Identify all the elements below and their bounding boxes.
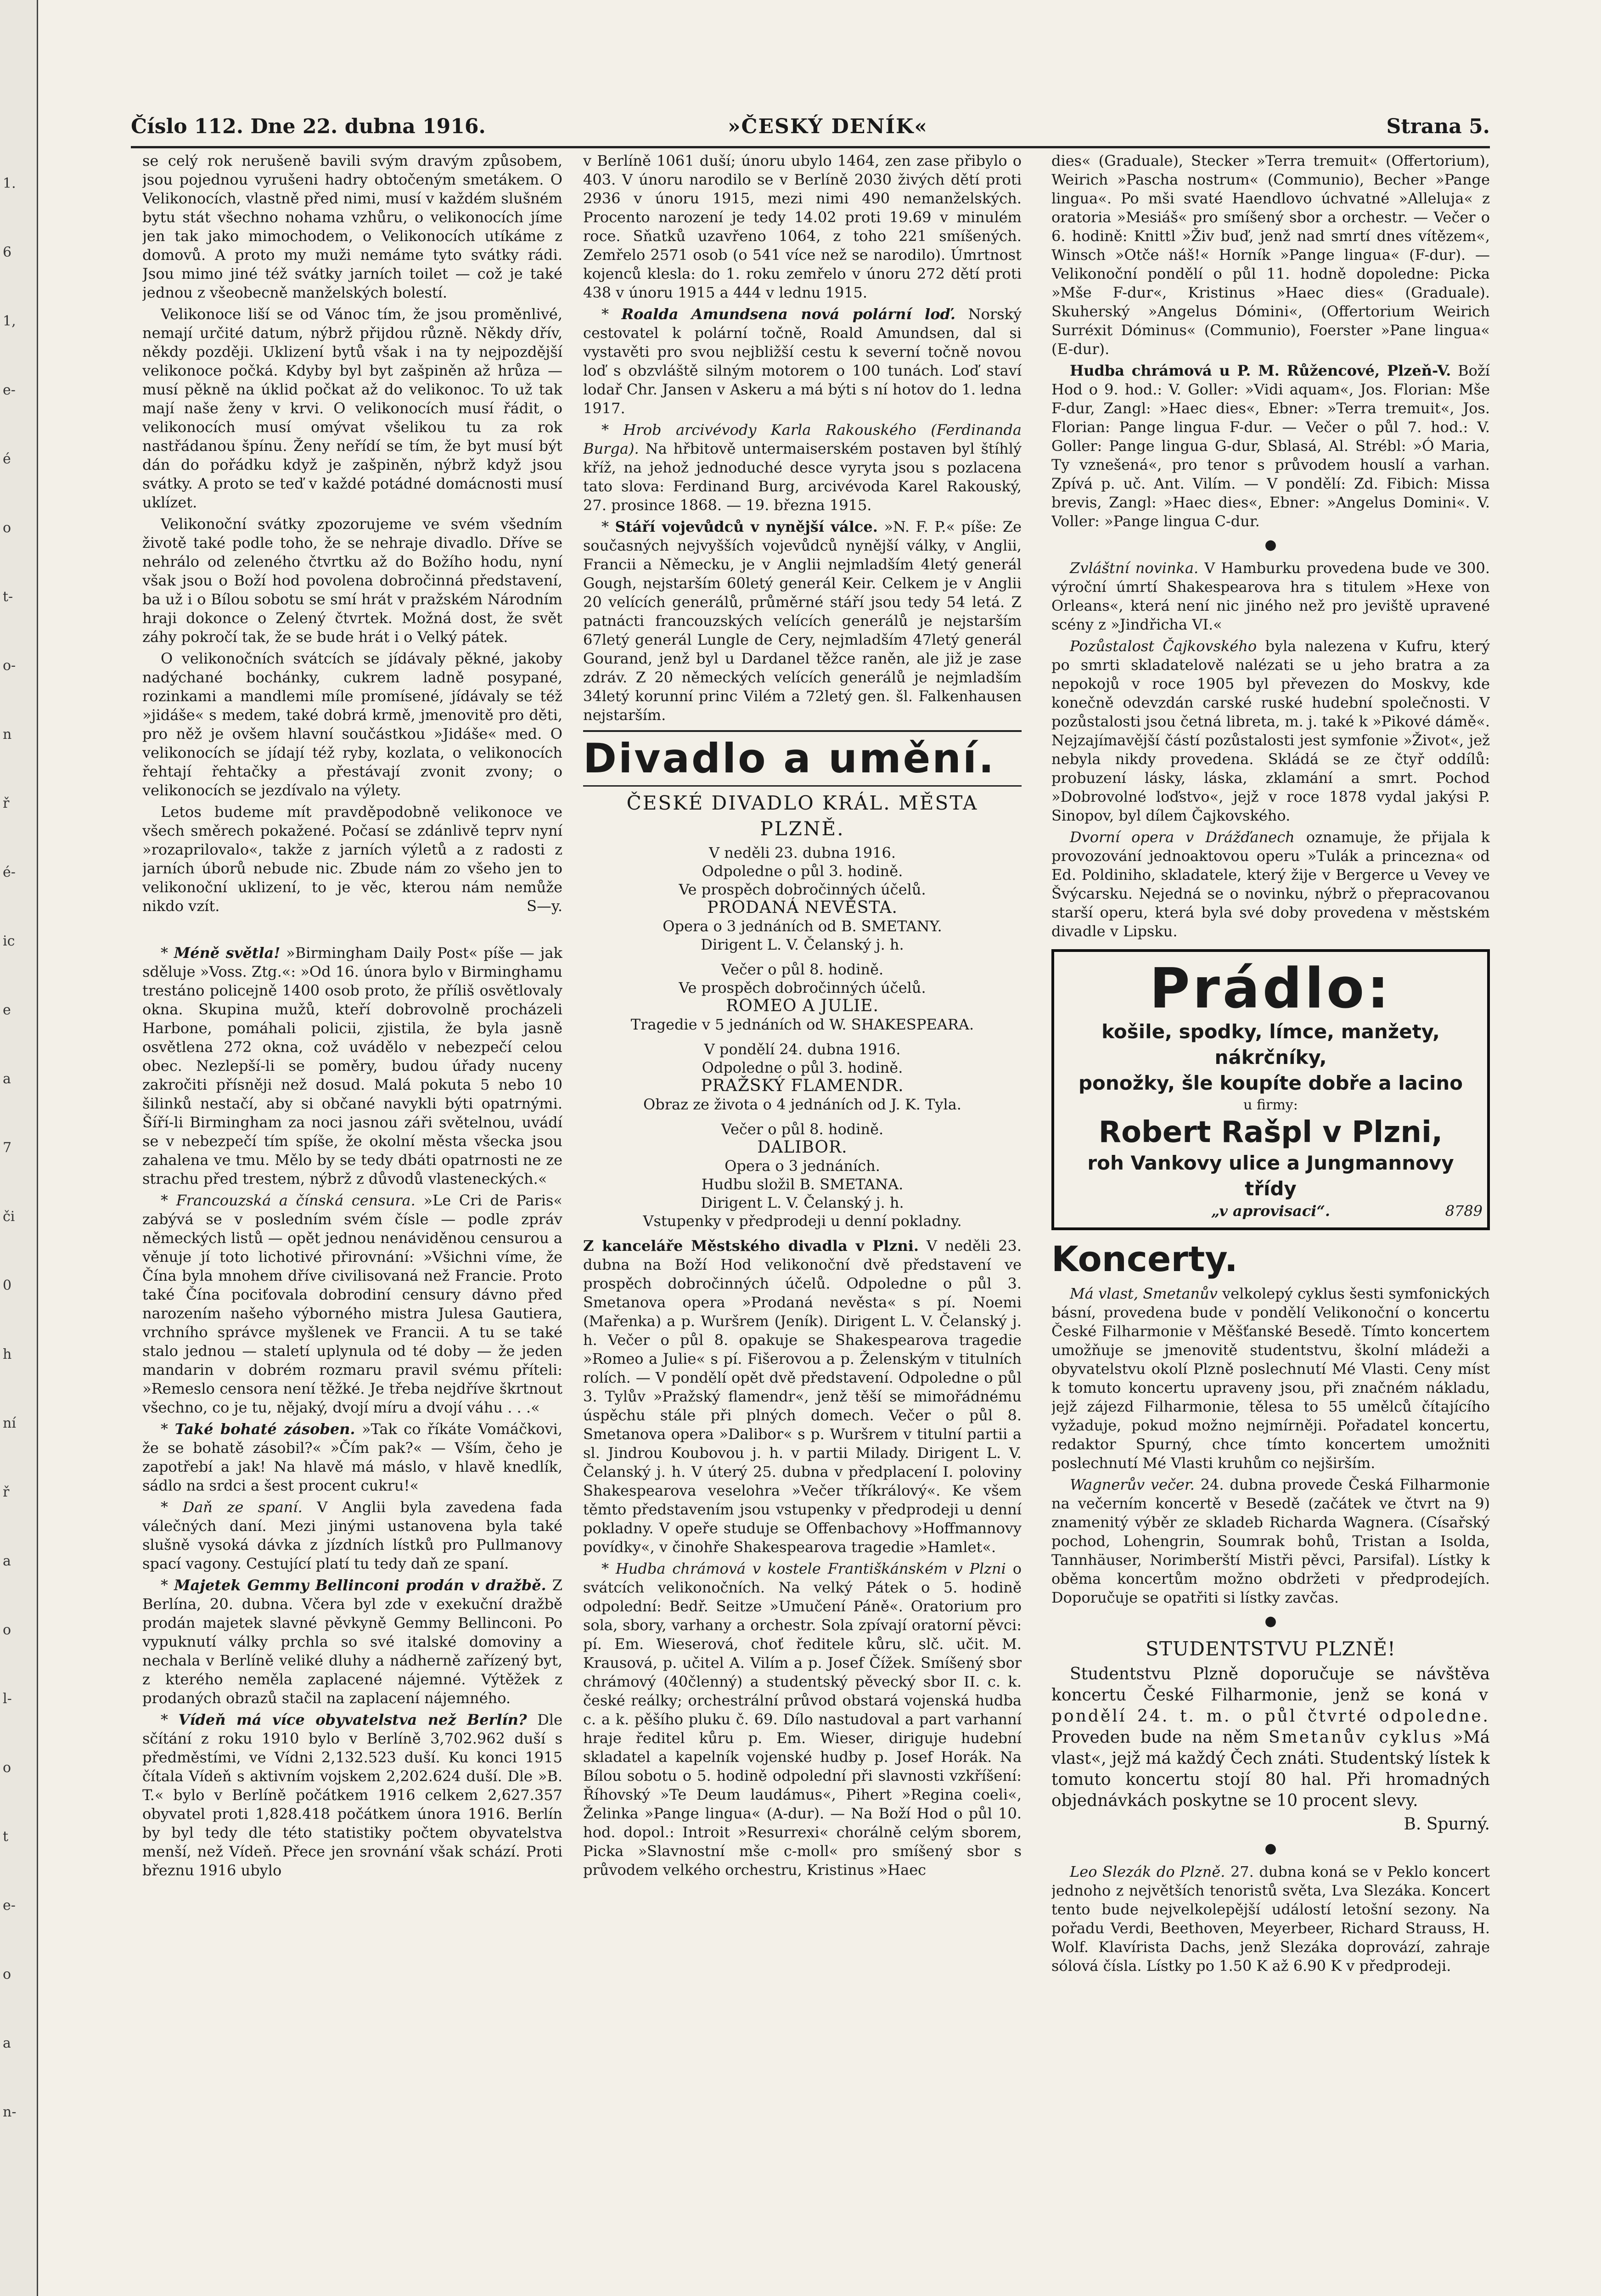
ad-firm-name: Robert Rašpl v Plzni, [1098, 1115, 1443, 1149]
news-item: * Stáří vojevůdců v nynější válce. »N. F. P.« píše: Ze současných nejvyšších vojevůdců nynější války, v Anglii, Francii a Německu, je v Anglii nejmladším 4letý generál Gough, nejstarším 60letý generál Keir. Celkem je v Anglii 20 velících generálů, průměrné stáří jsou tedy 54 letá. Z patnácti francouzských velících generálů je nejstarším 67letý generál Lungle de Cery, nejmladším 47letý generál Gourand, jenž byl u Dardanel těžce raněn, ale již je zase zdráv. Z 20 německých velících generálů je nejmladším 34letý korunní princ Vilém a 72letý gen. šl. Falkenhausen nejstarším. [583, 518, 1022, 724]
author-signature: S—y. [527, 897, 562, 915]
page-number: Strana 5. [1386, 115, 1490, 138]
news-text: Norský cestovatel k polární točně, Roald Amundsen, dal si vystavěti pro svou nejbližší cestu k severní točně novou loď s obzvláště silným motorem o 100 tunách. Loď staví lodař Chr. Jansen v Askeru a má býti s ní hotov do 1. ledna 1917. [583, 305, 1022, 417]
ad-footer [1059, 1202, 1483, 1220]
previous-page-fragment: o [3, 1966, 11, 1982]
programme-block [583, 844, 1022, 954]
programme-line: Odpoledne o půl 3. hodině. [702, 1059, 903, 1076]
programme-line: Opera o 3 jednáních od B. SMETANY. [663, 917, 942, 935]
news-title: Francouzská a čínská censura. [176, 1192, 416, 1209]
programme-block [583, 960, 1022, 1034]
news-title: Vídeň má více obyvatelstva než Berlín? [178, 1711, 527, 1728]
news-item: * Vídeň má více obyvatelstva než Berlín? Dle sčítání z roku 1910 bylo v Berlíně 3,702.962 duší s předměstími, ve Vídni 2,132.523 duší. Ku konci 1915 čítala Vídeň s aktivním vojskem 2,202.624 duší. Dle »B. T.« bylo v Berlíně počátkem 1916 celkem 2,627.357 obyvatel proti 1,828.418 počátkem února 1916. Berlín by byl tedy dle této statistiky počtem obyvatelstva menší, než Vídeň. Přece jen srovnání však schází. Proti březnu 1916 ubylo [142, 1711, 562, 1879]
play-title: DALIBOR. [757, 1138, 848, 1157]
programme-line: Večer o půl 8. hodině. [721, 1120, 884, 1138]
ad-line: košile, spodky, límce, manžety, nákrčníky, [1101, 1020, 1440, 1069]
news-item [1051, 361, 1490, 531]
news-text: velkolepý cyklus šesti symfonických básní, provedena bude v pondělí Velikonoční o koncertu České Filharmonie v Měšťanské Besedě. Tímto koncertem umožňuje se jmenovitě studentstvu, školní mládeži a obyvatelstvu okolí Plzně poslechnutí Mé Vlasti. Ceny míst k tomuto koncertu upraveny jsou, při značném nákladu, jejž zájezd Filharmonie, tělesa to 55 umělců čítajícího vyžaduje, pokud možno nejmírněji. Pořadatel koncertu, redaktor Spurný, chce tímto koncertem umožniti poslechnutí Mé Vlasti kruhům co nejširším. [1051, 1285, 1490, 1472]
notice-part: Studentstvu Plzně doporučuje se návštěva koncertu České Filharmonie, jenž se koná [1051, 1665, 1490, 1705]
feuilleton-paragraph: Velikonoce liší se od Vánoc tím, že jsou proměnlivé, nemají určité datum, nýbrž přijdou různě. Někdy dřív, někdy později. Uklizení bytů však i na ty nejpozdější velikonoce počká. Kdyby byl byt zašpiněn až hrůza — musí pěkně na úklid počkat až do velikonoc. To už tak mají naše ženy v krvi. O velikonocích musí řádit, o velikonocích musí omývat všelikou tu za rok nastřádanou špínu. Ženy neřídí se tím, že byt musí být dán do pořádku když je zašpiněn, nýbrž když jsou svátky. A proto se teď v každé potádné domácnosti musí uklízet. [142, 305, 562, 511]
ad-address: roh Vankovy ulice a Jungmannovy třídy [1087, 1152, 1454, 1200]
news-text: 24. dubna provede Česká Filharmonie na večerním koncertě v Besedě (začátek ve čtvrt na 9) znamenitý výběr ze skladeb Richarda Wagnera. (Císařský pochod, Lohengrin, Soumrak bohů, Tristan a Isolda, Tannhäuser, Norimberští Mistři pěvci, Parsifal). Lístky k oběma koncertům možno obdržeti v předprodejích. Doporučuje se opatřiti si lístky zavčas. [1051, 1476, 1490, 1606]
ad-tag: „v aprovisaci“. [1211, 1202, 1330, 1220]
previous-page-fragment: ř [3, 795, 10, 811]
feuilleton-paragraph: O velikonočních svátcích se jídávaly pěkné, jakoby nadýchané bochánky, cukrem ladně posypané, rozinkami a mandlemi míle promísené, jídávaly se též »jidáše« s medem, také dobrá krmě, jmenovitě pro děti, pro něž je ovšem hlavní součástkou »Jidáše« med. O velikonocích se jídají též ryby, kozlata, o velikonocích řehtají řehtačky a přestávají zvonit zvony; o velikonocích se jezdívalo na výlety. [142, 650, 562, 799]
previous-page-fragment: a [3, 1071, 11, 1087]
newspaper-title: »ČESKÝ DENÍK« [728, 115, 928, 138]
news-title: Má vlast, Smetanův [1070, 1285, 1218, 1302]
news-title: Daň ze spaní. [182, 1498, 303, 1516]
issue-and-date: Číslo 112. Dne 22. dubna 1916. [131, 115, 486, 138]
news-item [1051, 559, 1490, 634]
previous-page-fragment: l- [3, 1691, 12, 1707]
news-title: Roalda Amundsena nová polární loď. [621, 305, 956, 323]
news-text: »N. F. P.« píše: Ze současných nejvyšších vojevůdců nynější války, v Anglii, Francii a Německu, je v Anglii nejmladším 4letý generál Gough, nejstarším 60letý generál Keir. Celkem je v Anglii 20 velících generálů, průměrné stáří jsou tedy 54 letá. Z patnácti francouzských velících generálů je nejstarším 67letý generál Lungle de Cery, nejmladším 47letý generál Gourand, jenž byl u Dardanel těžce raněn, ale již je zase zdráv. Z 20 německých velících generálů je nejmladším 34letý korunní princ Vilém a 72letý gen. šl. Falkenhausen nejstarším. [583, 518, 1022, 724]
news-text: V Hamburku provedena bude ve 300. výroční úmrtí Shakespearova hra s titulem »Hexe von Orleans«, která není nic jiného než pro jeviště upravené scény z »Jindřicha VI.« [1051, 559, 1490, 633]
advertisement-box [1051, 949, 1490, 1230]
page-header [131, 115, 1490, 142]
news-title: Stáří vojevůdců v nynější válce. [615, 518, 878, 535]
feuilleton-paragraph [142, 803, 562, 916]
news-title: Z kanceláře Městského divadla v Plzni. [583, 1237, 919, 1255]
previous-page-edge [0, 0, 38, 2296]
news-title: Hudba chrámová u P. M. Růžencové, Plzeň-V. [1070, 362, 1451, 379]
news-item: * Hrob arcivévody Karla Rakouského (Ferdinanda Burga). Na hřbitově untermaiserském postaven byl štíhlý kříž, na jehož jednoduché desce vyryta jsou s pozlacena tato slova: Ferdinand Burg, arcivévoda Karel Rakouský, 27. prosince 1868. — 19. března 1915. [583, 421, 1022, 514]
news-item [1051, 1475, 1490, 1607]
notice-signature: B. Spurný. [1404, 1815, 1490, 1834]
previous-page-fragment: 6 [3, 244, 12, 260]
theatre-name: ČESKÉ DIVADLO KRÁL. MĚSTA [626, 792, 978, 814]
news-item [583, 1237, 1022, 1557]
previous-page-fragment: e- [3, 1897, 16, 1913]
programme-line: Dirigent L. V. Čelanský j. h. [701, 1194, 904, 1211]
news-title: Leo Slezák do Plzně. [1070, 1863, 1225, 1880]
news-continuation: v Berlíně 1061 duší; únoru ubylo 1464, zen zase přibylo o 403. V únoru narodilo se v Berlíně 2030 živých dětí proti 2936 v únoru 1915, mezi nimi 490 nemanželských. Procento narození je tedy 14.02 proti 19.69 v minulém roce. Sňatků uzavřeno 1064, z toho 221 smíšených. Zemřelo 2571 osob (o 541 více než se narodilo). Úmrtnost kojenců klesla: do 1. roku zemřelo v únoru 272 dětí proti 438 v únoru 1915 a 444 v lednu 1915. [583, 152, 1022, 301]
news-item [1051, 1863, 1490, 1975]
previous-page-fragment: 7 [3, 1140, 12, 1156]
news-title: Hudba chrámová v kostele Františkánském v Plzni [615, 1560, 1006, 1577]
news-text: o svátcích velikonočních. Na velký Pátek o 5. hodině odpolední: Bedř. Seitze »Umučení Páně«. Oratorium pro sola, sbory, varhany a orchestr. Sola zpívají oratorní pěvci: pí. Em. Wieserová, choť ředitele kůru, slč. učit. M. Krausová, p. učitel A. Vilím a p. Josef Čížek. Smíšený sbor chrámový (40členný) a studentský pěvecký sbor II. c. k. české reálky; orchestrální průvod obstará vojenská hudba c. a k. pěšího pluku č. 69. Dílo nastudoval a part varhanní hraje ředitel kůru p. Em. Wieser, diriguje hudební skladatel a kapelník vojenské hudby p. Josef Horák. Na Bílou sobotu o 5. hodině odpolední při slavnosti vzkříšení: Říhovský »Te Deum laudámus«, Pihert »Regina coeli«, Želinka »Pange lingua« (A-dur). — Na Boží Hod o půl 10. hod. dopol.: Introit »Resurrexi« chorálně celým sborem, Picka »Slavnostní mše c-moll« pro smíšený sbor s průvodem velkého orchestru, Kristinus »Haec [583, 1560, 1022, 1879]
previous-page-fragment: h [3, 1346, 12, 1362]
programme-line: Obraz ze života o 4 jednáních od J. K. Tyla. [643, 1096, 961, 1113]
play-title: ROMEO A JULIE. [726, 996, 879, 1015]
previous-page-fragment: o- [3, 658, 16, 674]
previous-page-fragment: o [3, 1622, 11, 1638]
previous-page-fragment: 1, [3, 313, 16, 329]
separator: ● [1264, 1840, 1277, 1857]
news-text: Boží Hod o 9. hod.: V. Goller: »Vidi aquam«, Jos. Florian: Mše F-dur, Zangl: »Haec dies«, Ebner: »Terra tremuit«, Jos. Florian: Pange lingua F-dur. — Večer o půl 7. hod.: V. Goller: Pange lingua G-dur, Sblasá, Al. Strébl: »Ó Maria, Ty vznešená«, pro tenor s průvodem houslí a varhan. Zpívá p. uč. Ant. Vilím. — V pondělí: Zd. Fibich: Missa brevis, Zangl: »Haec dies«, Ebner: »Angelus Domini«. V. Voller: »Pange lingua C-dur. [1051, 362, 1490, 530]
news-text: Z Berlína, 20. dubna. Včera byl zde v exekuční dražbě prodán majetek slavné pěvkyně Gemmy Bellinconi. Po vypuknutí války prchla so své italské domoviny a nechala v Berlíně veliké dluhy a nádherně zařízený byt, z kterého neměla zaplacené nájemné. Výtěžek z prodaných obrazů stačil na zaplacení nájemného. [142, 1576, 562, 1707]
news-title: Také bohaté zásoben. [174, 1420, 355, 1438]
previous-page-fragment: n [3, 726, 12, 743]
news-continuation: dies« (Graduale), Stecker »Terra tremuit« (Offertorium), Weirich »Pascha nostrum« (Communio), Becher »Pange lingua«. Po mši svaté Haendlovo úchvatné »Alleluja« z oratoria »Mesiáš« pro smíšený sbor a orchestr. — Večer o 6. hodině: Knittl »Živ buď, jenž nad smrtí dnes vítězem«, Winsch »Otče náš!« Horník »Pange lingua« (F-dur). — Velikonoční pondělí o půl 11. hodně dopoledne: Picka »Mše F-dur«, Kristinus »Haec dies« (Graduale). Skuherský »Angelus Dómini«, (Offertorium Weirich Surréxit Dóminus« (Communio), Foerster »Pane lingua« (E-dur). [1051, 152, 1490, 358]
news-title: Méně světla! [174, 944, 281, 962]
programme-line: Dirigent L. V. Čelanský j. h. [701, 936, 904, 953]
news-item: * Daň ze spaní. V Anglii byla zavedena fada válečných daní. Mezi jinými ustanovena byla také slušně vysoká dávka z jízdních lístků pro Pullmanovy spací vagony. Cestující platí tu tedy daň ze spaní. [142, 1498, 562, 1572]
separator: ● [1264, 1613, 1277, 1629]
ad-title: Prádlo: [1149, 957, 1392, 1021]
news-title: Pozůstalost Čajkovského [1070, 637, 1257, 655]
programme-line: Opera o 3 jednáních. [725, 1157, 880, 1175]
news-item [1051, 828, 1490, 941]
news-text: V neděli 23. dubna na Boží Hod velikonoční dvě představení ve prospěch dobročinných účelů. Odpoledne o půl 3. Smetanova opera »Prodaná nevěsta« s pí. Noemi (Mařenka) a p. Wuršrem (Jeník). Dirigent L. V. Čelanský j. h. Večer o půl 8. opakuje se Shakespearova tragedie »Romeo a Julie« s pí. Fišerovou a p. Želenským v titulních rolích. — V pondělí opět dvě představení. Odpoledne o půl 3. Tylův »Pražský flamendr«, jenž těší se mimořádnému úspěchu stále při plných domech. Večer o půl 8. Smetanova opera »Dalibor« s p. Wuršrem v titulní partii a sl. Jindrou Koubovou j. h. v partii Milady. Dirigent L. V. Čelanský j. h. V úterý 25. dubna v předplacení I. poloviny Shakespearova veselohra »Večer tříkrálový«. Ke všem těmto představením jsou vstupenky v předprodeji u denní pokladny. V opeře studuje se Offenbachovy »Hoffmannovy povídky«, v činohře Shakespearova tragedie »Hamlet«. [583, 1237, 1022, 1556]
previous-page-fragment: t [3, 1829, 9, 1845]
news-item: * Roalda Amundsena nová polární loď. Norský cestovatel k polární točně, Roald Amundsen, dal si vystavěti pro svou nejbližší cestu k severní točně novou loď s obzvláště silným motorem o 100 tunách. Loď staví lodař Chr. Jansen v Askeru a má býti s ní hotov do 1. ledna 1917. [583, 305, 1022, 417]
notice-text [1051, 1664, 1490, 1812]
programme-line: Odpoledne o půl 3. hodině. [702, 862, 903, 880]
news-item: * Také bohaté zásoben. »Tak co říkáte Vomáčkovi, že se bohatě zásobil?« »Čím pak?« — Vším, čeho je zapotřebí a jak! Na hlavě má máslo, v hlavě knedlík, sádlo na srdci a šest procent cukru!« [142, 1420, 562, 1494]
previous-page-fragment: 0 [3, 1277, 12, 1294]
news-text: 27. dubna koná se v Peklo koncert jednoho z největších tenoristů světa, Lva Slezáka. Koncert tento bude nejvelkolepější událostí letošní sezony. Na pořadu Verdi, Beethoven, Meyerbeer, Richard Strauss, H. Wolf. Klavírista Dachs, jenž Slezáka doprovází, zahraje sólová čísla. Lístky po 1.50 K až 6.90 K v předprodeji. [1051, 1863, 1490, 1975]
programme-line: Hudbu složil B. SMETANA. [701, 1176, 904, 1193]
news-item [1051, 637, 1490, 825]
programme-block [583, 1040, 1022, 1114]
header-rule [131, 146, 1490, 148]
theatre-name-city: PLZNĚ. [760, 817, 845, 840]
column-2 [583, 152, 1022, 2245]
news-text: Dle sčítání z roku 1910 bylo v Berlíně 3,702.962 duší s předměstími, ve Vídni 2,132.523 duší. Ku konci 1915 čítala Vídeň s aktivním vojskem 2,202.624 duší. Dle »B. T.« bylo v Berlíně počátkem 1916 celkem 2,627.357 obyvatel proti 1,828.418 počátkem února 1916. Berlín by byl tedy dle této statistiky počtem obyvatelstva menší, než Vídeň. Přece jen srovnání však schází. Proti březnu 1916 ubylo [142, 1711, 562, 1879]
programme-line: Večer o půl 8. hodině. [721, 961, 884, 978]
news-title: Zvláštní novinka. [1070, 559, 1199, 577]
programme-line: Ve prospěch dobročinných účelů. [679, 881, 926, 898]
section-heading: Koncerty. [1051, 1238, 1238, 1279]
notice-date: v pondělí 24. t. m. o půl čtvrté odpoledne. [1051, 1686, 1490, 1726]
previous-page-fragment: o [3, 1760, 11, 1776]
previous-page-fragment: e- [3, 382, 16, 398]
news-item: * Méně světla! »Birmingham Daily Post« píše — jak sděluje »Voss. Ztg.«: »Od 16. února bylo v Birminghamu trestáno policejně 1400 osob proto, že příliš osvětlovaly okna. Skupina mužů, kteří dobrovolně procházeli Harbone, pomáhali policii, zjistila, že byla jasně osvětlena 272 okna, což uvádělo v nebezpečí celou obec. Nezlepší-li se poměry, budou úřady nuceny zakročiti přísněji než dosud. Malá pokuta 5 nebo 10 šilinků nestačí, aby si občané navykli býti opatrnými. Šíří-li Birmingham za noci jasnou záři světelnou, uvádí se v nebezpečí tím spíše, že okolní města všecka jsou zahalena ve tmu. Mělo by se tedy dbáti opatrnosti ne ze strachu před trestem, nýbrž z důvodů vlasteneckých.« [142, 944, 562, 1187]
section-heading: Divadlo a umění. [583, 730, 1022, 787]
previous-page-fragment: n- [3, 2104, 17, 2120]
feuilleton-paragraph: Velikonoční svátky zpozorujeme ve svém všedním životě také podle toho, že se nehraje divadlo. Dříve se nehrálo od zeleného čtvrtku až do Božího hodu, nyní však jsou o Boží hod povolena dobročinná představení, ba už i o Bílou sobotu se smí hrát v pražském Národním hraji dokonce o Zelený čtvrtek. Možná dost, že svět záhy pokročí tak, že se bude hrát i o Velký pátek. [142, 515, 562, 646]
paragraph-text: Letos budeme mít pravděpodobně velikonoce ve všech směrech pokažené. Počasí se zdánlivě teprv nyní »rozaprilovalo«, takže z jarních výletů a z radosti z jarních úborů nebude nic. Zbude nám zo všeho jen to velikonoční uklizení, to je věc, kterou nám nemůže nikdo vzít. [142, 803, 562, 915]
notice-title: STUDENTSTVU PLZNĚ! [1146, 1638, 1396, 1660]
news-text: V Anglii byla zavedena fada válečných daní. Mezi jinými ustanovena byla také slušně vysoká dávka z jízdních lístků pro Pullmanovy spací vagony. Cestující platí tu tedy daň ze spaní. [142, 1498, 562, 1572]
news-text: »Le Cri de Paris« zabývá se v posledním svém čísle — podle zpráv německých listů — opět jednou nenáviděnou censurou a věnuje jí toto lichotivé přirovnání: »Všichni víme, že Čína byla mnohem dříve civilisovaná než Francie. Proto také Čína pociťovala dobrodiní censury dávno před narozením našeho výborného mistra Julesa Gautiera, vrchního správce myšlenek ve Francii. A tu se také stalo jednou — staletí uplynula od té doby — že jeden mandarin v dobrém rozmaru pravil svému příteli: »Remeslo censora není těžké. Je třeba nejdříve škrtnout všechno, co je tu, nějaký, dvojí míru a dvojí váhu . . .« [142, 1192, 562, 1416]
news-text: »Birmingham Daily Post« píše — jak sděluje »Voss. Ztg.«: »Od 16. února bylo v Birminghamu trestáno policejně 1400 osob proto, že příliš osvětlovaly okna. Skupina mužů, kteří dobrovolně procházeli Harbone, pomáhali policii, zjistila, že byla jasně osvětlena 272 okna, což uvádělo v nebezpečí celou obec. Nezlepší-li se poměry, budou úřady nuceny zakročiti přísněji než dosud. Malá pokuta 5 nebo 10 šilinků nestačí, aby si občané navykli býti opatrnými. Šíří-li Birmingham za noci jasnou záři světelnou, uvádí se v nebezpečí tím spíše, že okolní města všecka jsou zahalena ve tmu. Mělo by se tedy dbáti opatrnosti ne ze strachu před trestem, nýbrž z důvodů vlasteneckých.« [142, 944, 562, 1187]
previous-page-fragment: ic [3, 933, 15, 949]
notice-cycle: Smetanův cyklus [1268, 1728, 1443, 1747]
play-title: PRAŽSKÝ FLAMENDR. [701, 1076, 904, 1095]
programme-line: V neděli 23. dubna 1916. [709, 844, 896, 861]
previous-page-fragment: či [3, 1209, 15, 1225]
programme-line: Tragedie v 5 jednáních od W. SHAKESPEARA. [630, 1016, 974, 1033]
news-item: * Hudba chrámová v kostele Františkánském v Plzni o svátcích velikonočních. Na velký Pátek o 5. hodině odpolední: Bedř. Seitze »Umučení Páně«. Oratorium pro sola, sbory, varhany a orchestr. Sola zpívají oratorní pěvci: pí. Em. Wieserová, choť ředitele kůru, slč. učit. M. Krausová, p. učitel A. Vilím a p. Josef Čížek. Smíšený sbor chrámový (40členný) a studentský pěvecký sbor II. c. k. české reálky; orchestrální průvod obstará vojenská hudba c. a k. pěšího pluku č. 69. Dílo nastudoval a part varhanní hraje ředitel kůru p. Em. Wieser, diriguje hudební skladatel a kapelník vojenské hudby p. Josef Horák. Na Bílou sobotu o 5. hodině odpolední při slavnosti vzkříšení: Říhovský »Te Deum laudámus«, Pihert »Regina coeli«, Želinka »Pange lingua« (A-dur). — Na Boží Hod o půl 10. hod. dopol.: Introit »Resurrexi« chorálně celým sborem, Picka »Slavnostní mše c-moll« pro smíšený sbor s průvodem velkého orchestru, Kristinus »Haec [583, 1560, 1022, 1879]
programme-line: V pondělí 24. dubna 1916. [704, 1041, 901, 1058]
programme-line: Vstupenky v předprodeji u denní pokladny. [643, 1212, 962, 1230]
news-text: Na hřbitově untermaiserském postaven byl štíhlý kříž, na jehož jednoduché desce vyryta jsou s pozlacena tato slova: Ferdinand Burg, arcivévoda Karel Rakouský, 27. prosince 1868. — 19. března 1915. [583, 440, 1022, 514]
previous-page-fragment: é- [3, 864, 16, 880]
column-1 [142, 152, 562, 2245]
previous-page-fragment: ní [3, 1415, 16, 1431]
programme-line: Ve prospěch dobročinných účelů. [679, 979, 926, 996]
ad-number: 8789 [1445, 1202, 1483, 1220]
previous-page-fragment: ř [3, 1484, 10, 1500]
separator [142, 920, 562, 939]
previous-page-fragment: e [3, 1002, 11, 1018]
news-title: Wagnerův večer. [1070, 1476, 1195, 1493]
ad-line: ponožky, šle koupíte dobře a lacino [1078, 1072, 1463, 1094]
news-title: Hrob arcivévody Karla Rakouského (Ferdinanda Burga). [583, 421, 1022, 457]
news-text: »Tak co říkáte Vomáčkovi, že se bohatě zásobil?« »Čím pak?« — Vším, čeho je zapotřebí a jak! Na hlavě má máslo, v hlavě knedlík, sádlo na srdci a šest procent cukru!« [142, 1420, 562, 1494]
column-3 [1051, 152, 1490, 2245]
previous-page-fragment: a [3, 2035, 11, 2051]
news-title: Dvorní opera v Drážďanech [1070, 828, 1295, 846]
previous-page-fragment: o [3, 520, 11, 536]
previous-page-fragment: a [3, 1553, 11, 1569]
previous-page-fragment: t- [3, 589, 13, 605]
play-title: PRODANÁ NEVĚSTA. [707, 898, 898, 917]
news-text: byla nalezena v Kufru, který po smrti skladatelově nalézati se u jeho bratra a za nepokojů v roce 1905 byl převezen do Moskvy, kde konečně odevzdán carské ruské hudební společnosti. V pozůstalosti jsou četná libreta, m. j. také k »Pikové dámě«. Nejzajímavější částí pozůstalosti jest symfonie »Život«, jež nebyla nikdy provedena. Skládá se ze čtyř oddílů: probuzení lásky, láska, zklamání a smrt. Pochod »Dobrovolné loďstvo«, jejž v roce 1878 vydal jakýsi P. Sinopov, byl dílem Čajkovského. [1051, 637, 1490, 824]
news-title: Majetek Gemmy Bellinconi prodán v dražbě. [174, 1576, 546, 1594]
feuilleton-paragraph: se celý rok nerušeně bavili svým dravým způsobem, jsou pojednou vyrušeni hadry obtočeným smetákem. O Velikonocích, vlastně před nimi, musí v každém slušném bytu stát všechno nohama vzhůru, o velikonocích jíme jen tak jako mimochodem, o Velikonocích utíkáme z domovů. A proto my muži nemáme tyto svátky rádi. Jsou mimo jiné též svátky jarních toilet — což je také jednou z všeobecně manželských bolestí. [142, 152, 562, 301]
ad-line: u firmy: [1243, 1097, 1298, 1113]
programme-block [583, 1120, 1022, 1230]
news-item: * Majetek Gemmy Bellinconi prodán v dražbě. Z Berlína, 20. dubna. Včera byl zde v exekuční dražbě prodán majetek slavné pěvkyně Gemmy Bellinconi. Po vypuknutí války prchla so své italské domoviny a nechala v Berlíně veliké dluhy a nádherně zařízený byt, z kterého neměla zaplacené nájemné. Výtěžek z prodaných obrazů stačil na zaplacení nájemného. [142, 1576, 562, 1707]
previous-page-fragment: é [3, 451, 11, 467]
news-item: * Francouzská a čínská censura. »Le Cri de Paris« zabývá se v posledním svém čísle — podle zpráv německých listů — opět jednou nenáviděnou censurou a věnuje jí toto lichotivé přirovnání: »Všichni víme, že Čína byla mnohem dříve civilisovaná než Francie. Proto také Čína pociťovala dobrodiní censury dávno před narozením našeho výborného mistra Julesa Gautiera, vrchního správce myšlenek ve Francii. A tu se také stalo jednou — staletí uplynula od té doby — že jeden mandarin v dobrém rozmaru pravil svému příteli: »Remeslo censora není těžké. Je třeba nejdříve škrtnout všechno, co je tu, nějaký, dvojí míru a dvojí váhu . . .« [142, 1192, 562, 1416]
news-text: oznamuje, že přijala k provozování jednoaktovou operu »Tulák a princezna« od Ed. Poldiniho, skladatele, který žije v Bergerce u Vevey ve Švýcarsku. Nejedná se o novinku, nýbrž o přepracovanou starší operu, která byla své doby provedena v městském divadle v Lipsku. [1051, 828, 1490, 940]
notice-part: Proveden bude na něm [1051, 1728, 1259, 1747]
notice-part: »Má vlast«, jejž má každý Čech znáti. Studentský lístek k tomuto koncertu stojí 80 hal. Při hromadných objednávkách poskytne se 10 procent slevy. [1051, 1728, 1490, 1810]
previous-page-fragment: 1. [3, 175, 16, 191]
news-item [1051, 1284, 1490, 1473]
separator: ● [1264, 537, 1277, 553]
